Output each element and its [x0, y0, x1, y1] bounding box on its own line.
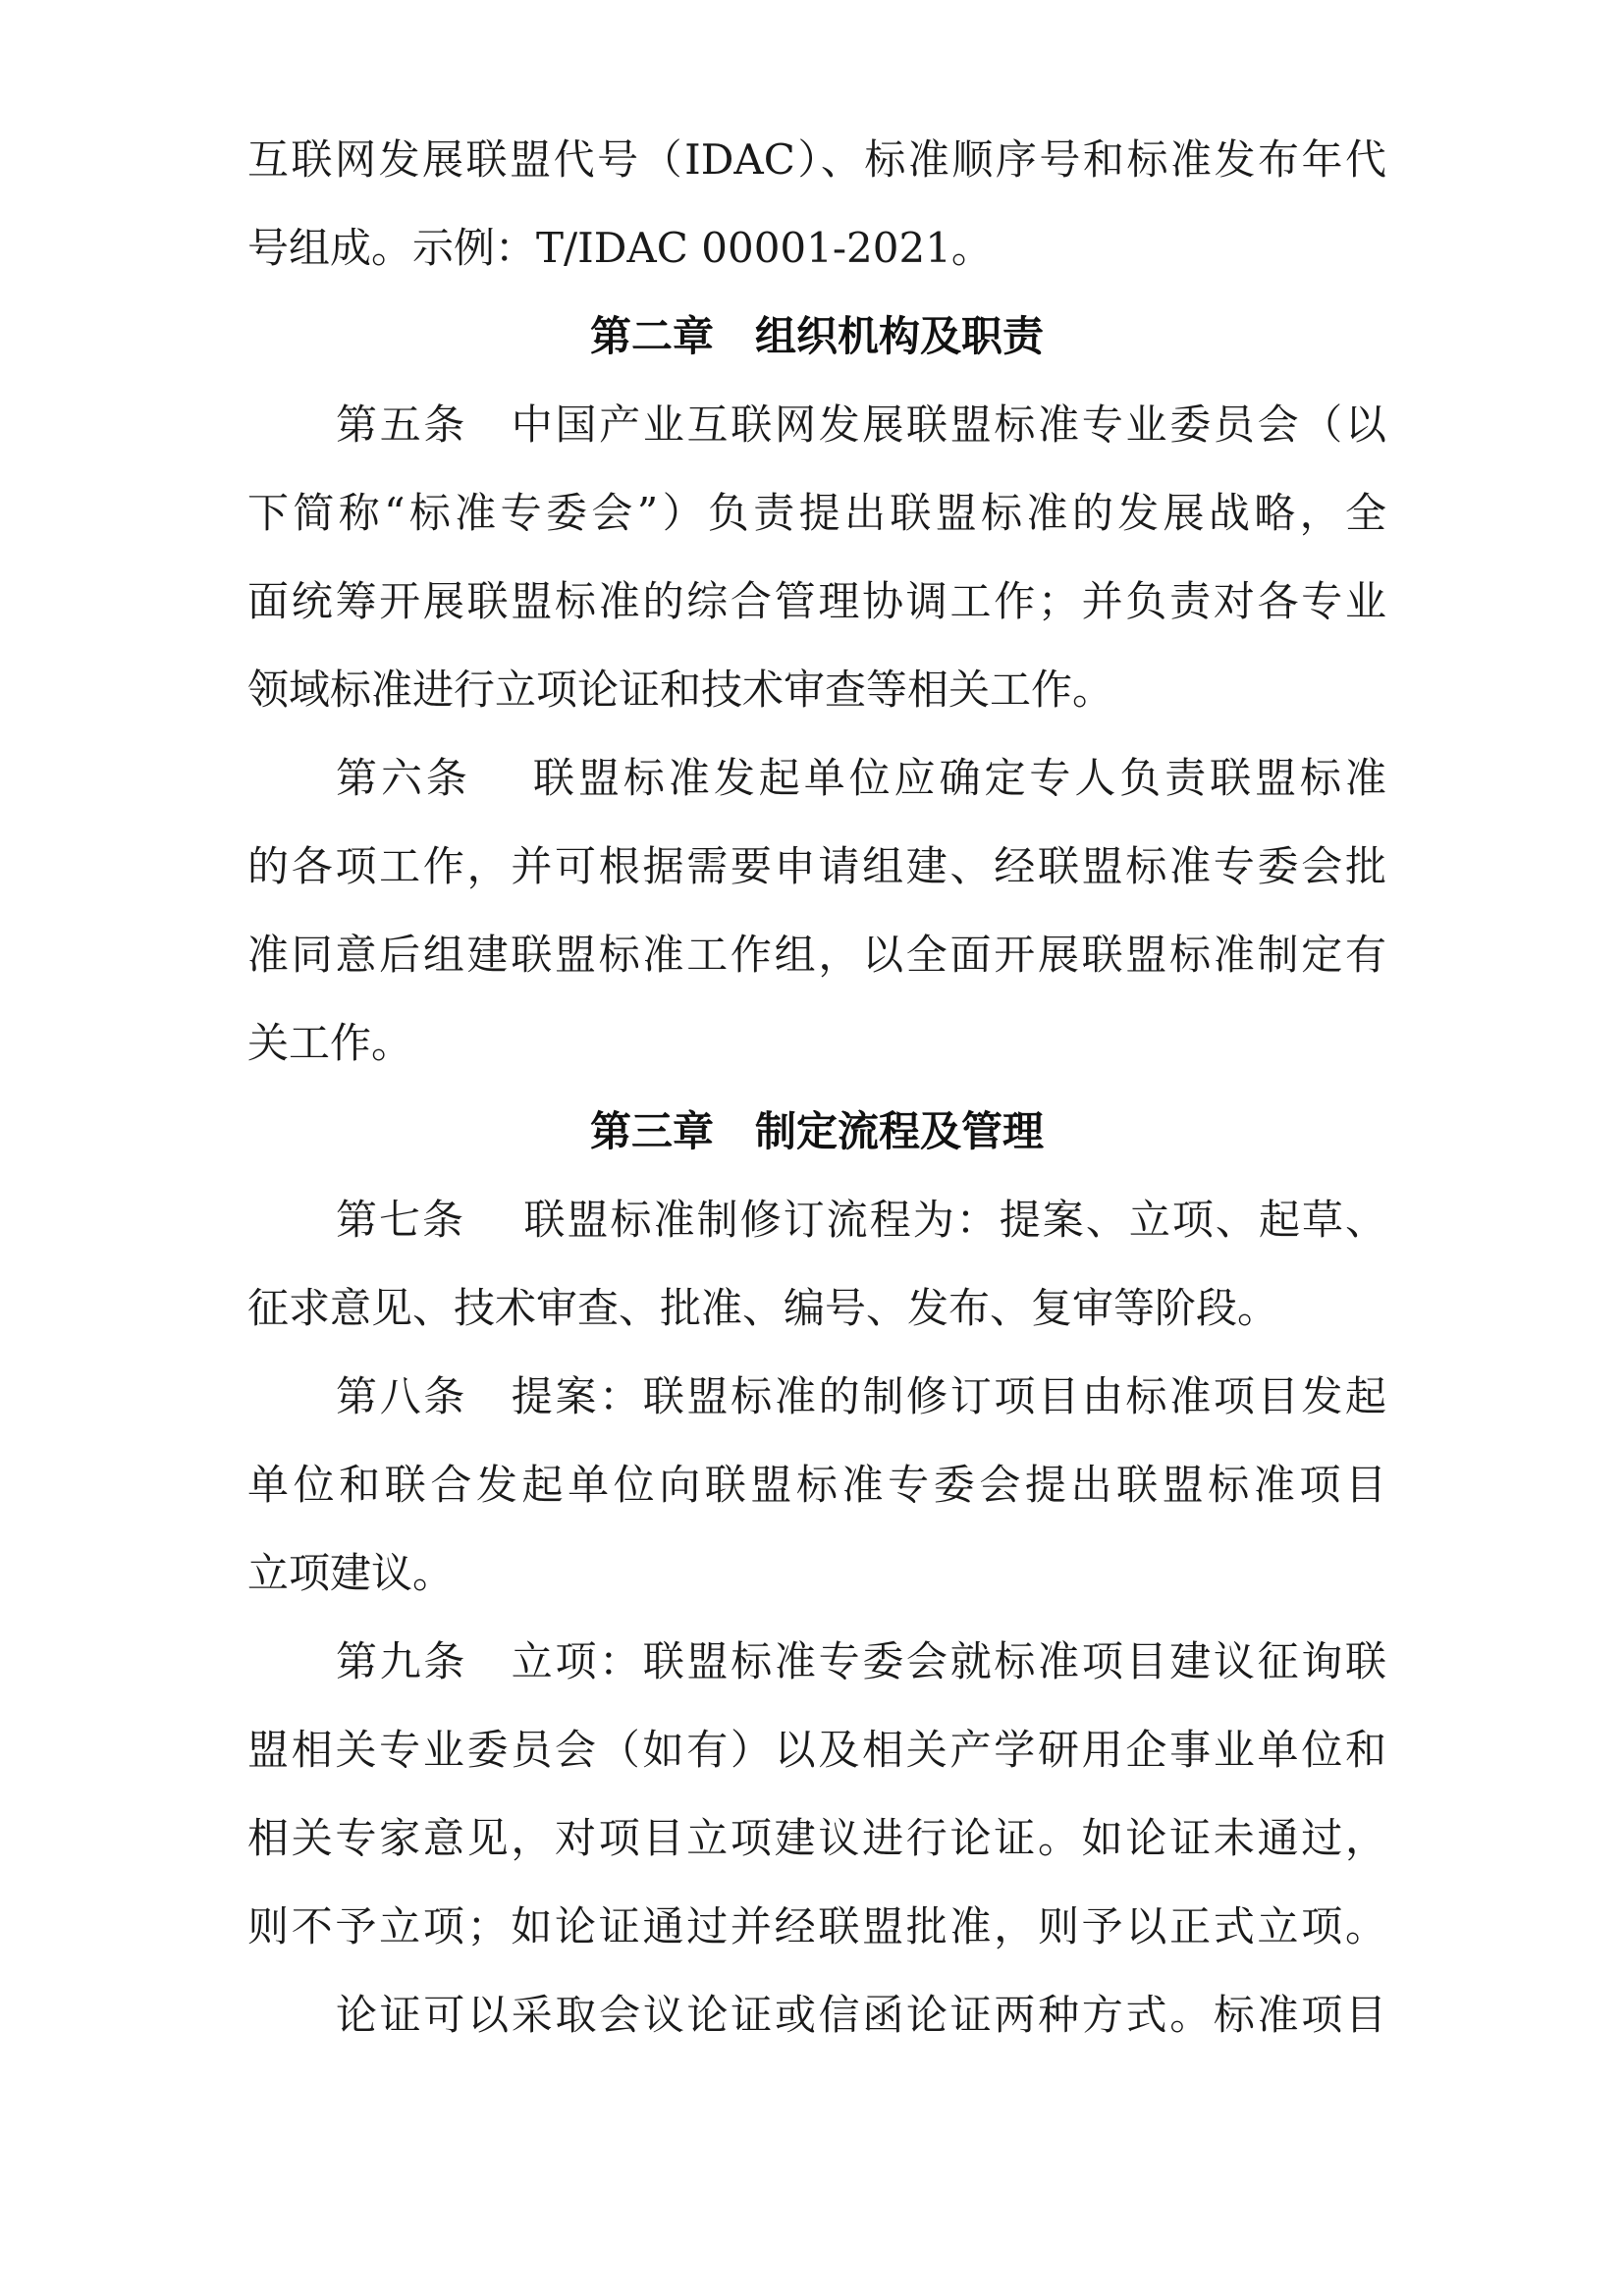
article-5-line: 第五条 中国产业互联网发展联盟标准专业委员会（以 [336, 400, 1386, 449]
article-6-line: 的各项工作，并可根据需要申请组建、经联盟标准专委会批 [247, 842, 1386, 890]
article-8-line: 第八条 提案：联盟标准的制修订项目由标准项目发起 [336, 1372, 1386, 1420]
article-7-line: 第七条 联盟标准制修订流程为：提案、立项、起草、 [336, 1196, 1386, 1244]
body-text-line: 互联网发展联盟代号（IDAC）、标准顺序号和标准发布年代 [247, 135, 1386, 184]
article-8-line: 立项建议。 [247, 1549, 455, 1597]
chapter-3-heading: 第三章 制定流程及管理 [589, 1107, 1044, 1155]
article-6-line: 准同意后组建联盟标准工作组，以全面开展联盟标准制定有 [247, 931, 1386, 979]
article-9-line: 盟相关专业委员会（如有）以及相关产学研用企事业单位和 [247, 1726, 1386, 1774]
article-8-line: 单位和联合发起单位向联盟标准专委会提出联盟标准项目 [247, 1461, 1386, 1509]
article-7-line: 征求意见、技术审查、批准、编号、发布、复审等阶段。 [247, 1284, 1279, 1332]
article-5-line: 面统筹开展联盟标准的综合管理协调工作；并负责对各专业 [247, 577, 1386, 625]
article-9-line: 相关专家意见，对项目立项建议进行论证。如论证未通过， [247, 1814, 1386, 1862]
article-9-line: 第九条 立项：联盟标准专委会就标准项目建议征询联 [336, 1637, 1386, 1685]
article-5-line: 下简称“标准专委会”）负责提出联盟标准的发展战略，全 [247, 489, 1386, 537]
article-6-line: 关工作。 [247, 1019, 413, 1067]
chapter-2-heading: 第二章 组织机构及职责 [589, 312, 1044, 360]
body-text-line: 号组成。示例：T/IDAC 00001-2021。 [247, 224, 993, 272]
body-text-line: 论证可以采取会议论证或信函论证两种方式。标准项目 [336, 1991, 1386, 2039]
article-9-line: 则不予立项；如论证通过并经联盟批准，则予以正式立项。 [247, 1902, 1386, 1950]
article-5-line: 领域标准进行立项论证和技术审查等相关工作。 [247, 666, 1114, 714]
article-6-line: 第六条 联盟标准发起单位应确定专人负责联盟标准 [336, 754, 1386, 802]
